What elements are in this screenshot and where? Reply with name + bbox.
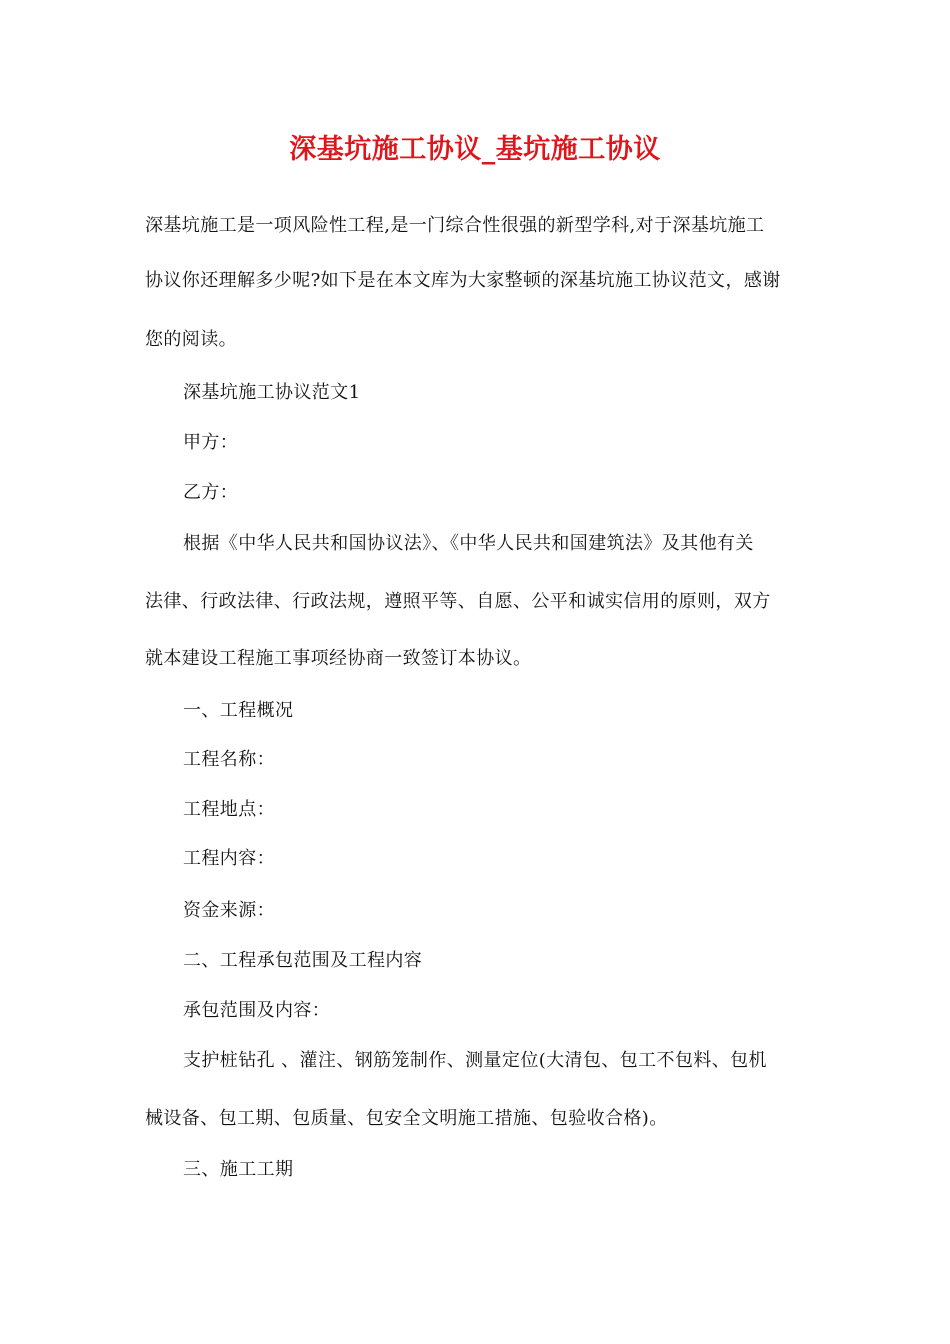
scope-content-label: 承包范围及内容：	[183, 1000, 331, 1021]
project-content-label: 工程内容：	[183, 848, 275, 869]
funding-source-label: 资金来源：	[183, 900, 275, 921]
intro-paragraph-line-1: 深基坑施工是一项风险性工程,是一门综合性很强的新型学科,对于深基坑施工	[145, 215, 765, 236]
scope-paragraph-line-1: 支护桩钻孔 、灌注、钢筋笼制作、测量定位(大清包、包工不包料、包机	[183, 1050, 767, 1071]
scope-paragraph-line-2: 械设备、包工期、包质量、包安全文明施工措施、包验收合格)。	[145, 1108, 668, 1129]
project-name-label: 工程名称：	[183, 749, 275, 770]
party-a-label: 甲方：	[183, 432, 239, 453]
basis-paragraph-line-2: 法律、行政法律、行政法规，遵照平等、自愿、公平和诚实信用的原则，双方	[145, 591, 771, 612]
intro-paragraph-line-2: 协议你还理解多少呢?如下是在本文库为大家整顿的深基坑施工协议范文，感谢	[145, 270, 781, 291]
section-heading-project-overview: 一、工程概况	[183, 700, 294, 721]
basis-paragraph-line-1: 根据《中华人民共和国协议法》、《中华人民共和国建筑法》及其他有关	[183, 533, 754, 554]
project-location-label: 工程地点：	[183, 799, 275, 820]
section-heading-sample-1: 深基坑施工协议范文1	[183, 382, 361, 403]
party-b-label: 乙方：	[183, 482, 239, 503]
section-heading-scope: 二、工程承包范围及工程内容	[183, 950, 423, 971]
document-title: 深基坑施工协议_基坑施工协议	[289, 134, 661, 165]
section-heading-schedule: 三、施工工期	[183, 1159, 294, 1180]
basis-paragraph-line-3: 就本建设工程施工事项经协商一致签订本协议。	[145, 648, 532, 669]
intro-paragraph-line-3: 您的阅读。	[145, 329, 237, 350]
